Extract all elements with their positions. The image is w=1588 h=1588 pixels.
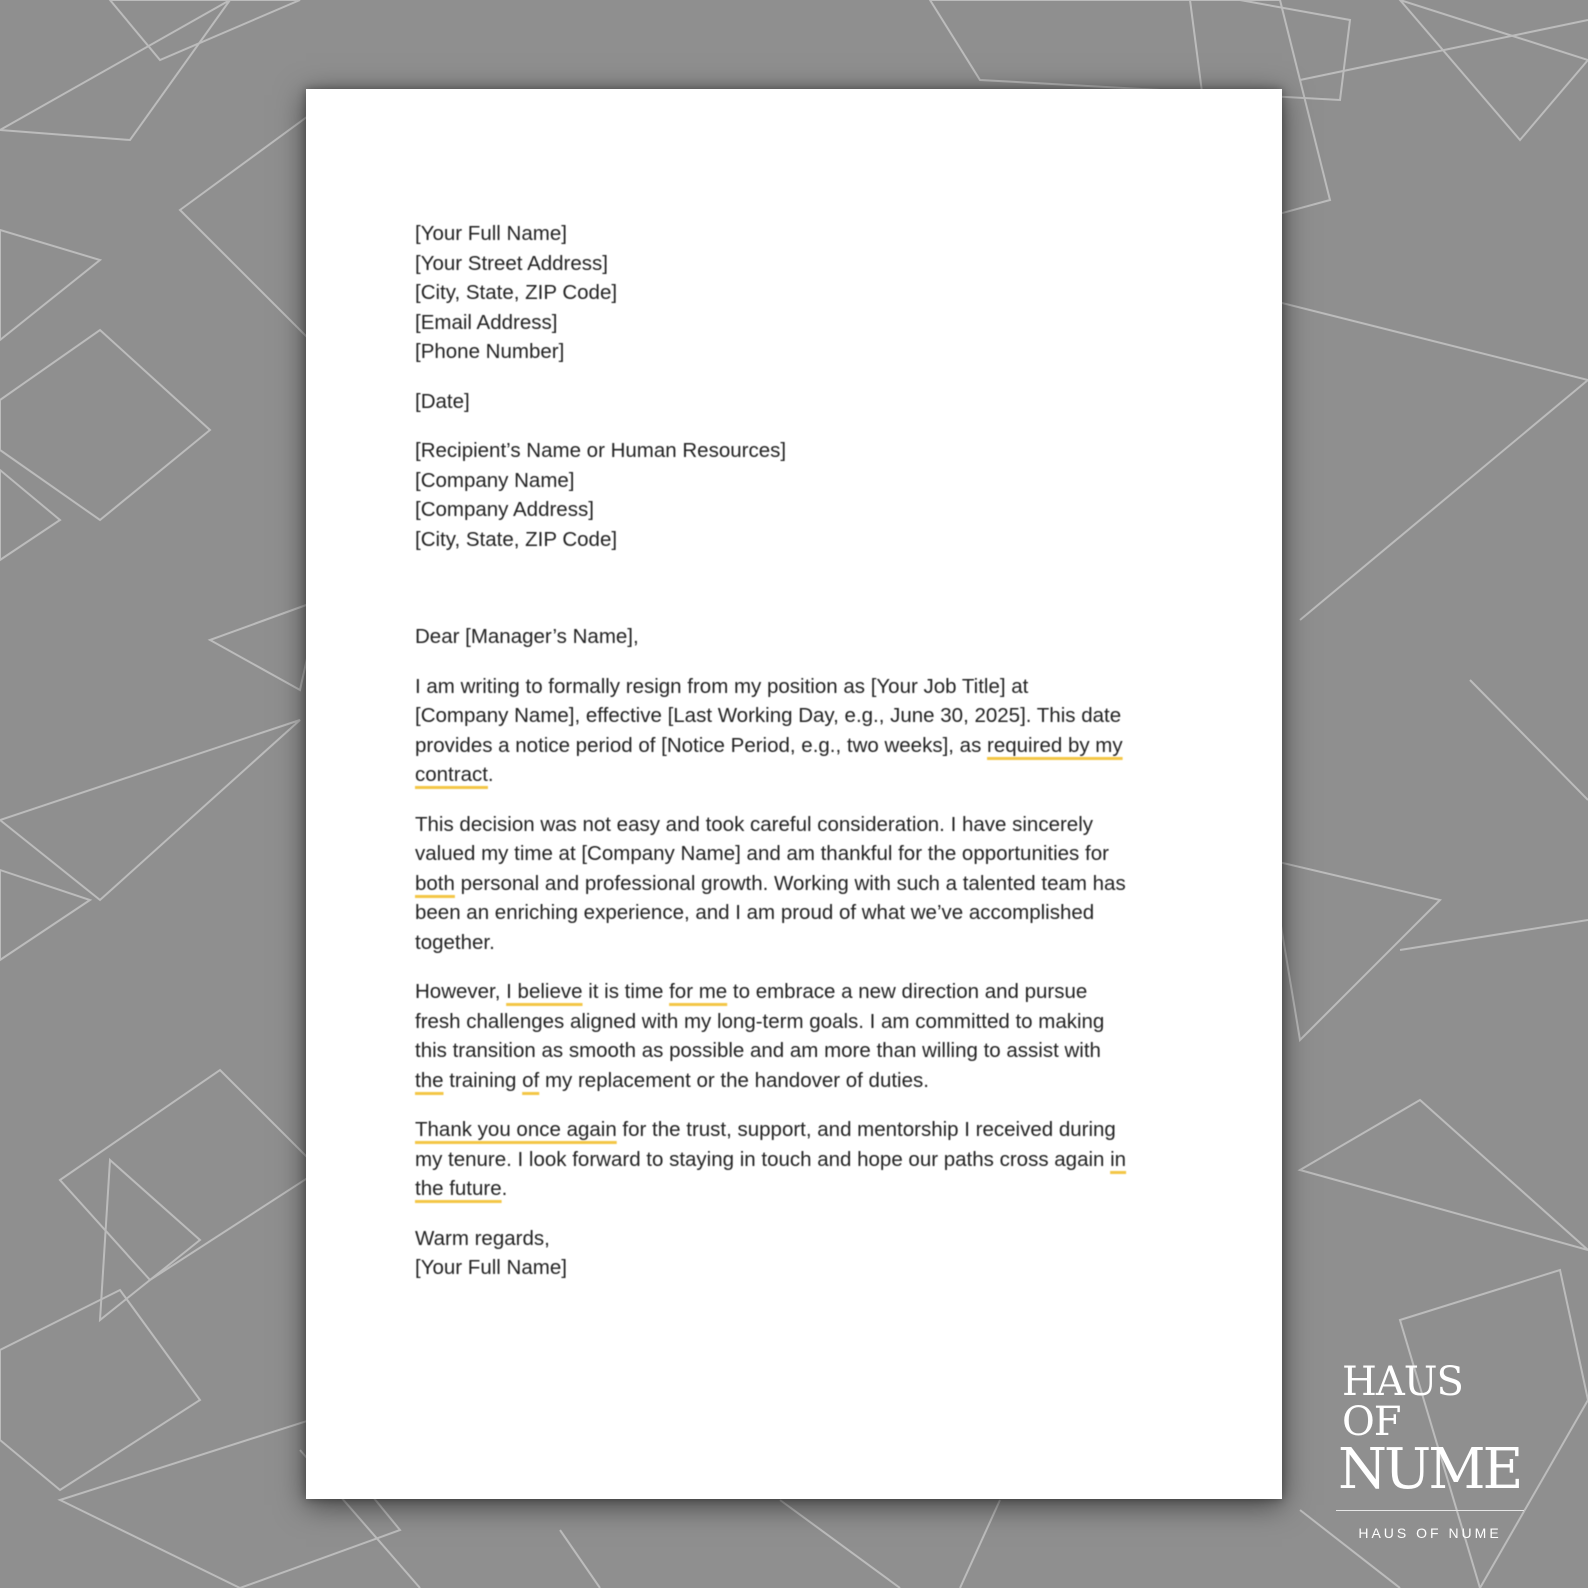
- text-run: .: [501, 1177, 508, 1200]
- paragraph-line: This decision was not easy and took careful consideration. I have sincerely: [415, 812, 1094, 836]
- brand-divider: [1336, 1510, 1524, 1511]
- paragraph-line: [415, 1145, 1205, 1175]
- paragraph-line: [415, 869, 1205, 899]
- paragraph-1: [415, 672, 1205, 790]
- sender-city: [City, State, ZIP Code]: [415, 281, 618, 304]
- signature-name: [Your Full Name]: [415, 1256, 567, 1279]
- text-run: personal and professional growth. Working with such a talented team has: [454, 871, 1126, 895]
- highlighted-phrase: the: [415, 1068, 444, 1092]
- highlighted-phrase: for me: [669, 980, 728, 1003]
- paragraph-line: together.: [415, 930, 495, 954]
- text-run: to embrace a new direction and pursue: [727, 980, 1088, 1003]
- sender-name: [Your Full Name]: [415, 222, 567, 245]
- recipient-address: [Company Address]: [415, 498, 594, 521]
- recipient-city: [City, State, ZIP Code]: [415, 527, 618, 551]
- highlighted-phrase: required by my: [987, 733, 1123, 757]
- highlighted-phrase: Thank you once again: [415, 1118, 617, 1141]
- recipient-company: [Company Name]: [415, 468, 575, 492]
- brand-logo: [1336, 1359, 1524, 1541]
- recipient-block: [415, 436, 1205, 554]
- text-run: However,: [415, 980, 507, 1003]
- sender-street: [Your Street Address]: [415, 251, 608, 275]
- sender-phone: [Phone Number]: [415, 340, 565, 363]
- sender-email: [Email Address]: [415, 310, 558, 334]
- paragraph-line: [415, 760, 1205, 790]
- paragraph-line: [415, 1174, 1205, 1204]
- paragraph-line: valued my time at [Company Name] and am thankful for the opportunities for: [415, 842, 1109, 865]
- paragraph-line: [Company Name], effective [Last Working Day, e.g., June 30, 2025]. This date: [415, 704, 1122, 727]
- highlighted-phrase: both: [415, 871, 455, 895]
- paragraph-line: [415, 977, 1205, 1007]
- highlighted-phrase: I believe: [506, 980, 583, 1003]
- paragraph-line: this transition as smooth as possible and am more than willing to assist with: [415, 1039, 1101, 1062]
- text-run: my replacement or the handover of duties.: [539, 1068, 929, 1092]
- paragraph-line: [415, 1115, 1205, 1145]
- closing-block: [415, 1224, 1205, 1283]
- text-run: my tenure. I look forward to staying in touch and hope our paths cross again: [415, 1147, 1111, 1171]
- letter-page: [306, 89, 1282, 1499]
- letter-date: [Date]: [415, 389, 470, 413]
- paragraph-3: [415, 977, 1205, 1095]
- paragraph-line: been an enriching experience, and I am proud of what we’ve accomplished: [415, 901, 1095, 924]
- highlighted-phrase: of: [522, 1068, 540, 1092]
- closing: Warm regards,: [415, 1226, 550, 1250]
- text-run: it is time: [582, 980, 670, 1003]
- text-run: for the trust, support, and mentorship I received during: [616, 1118, 1116, 1141]
- brand-tagline: HAUS OF NUME: [1358, 1525, 1502, 1541]
- paragraph-line: [415, 1066, 1205, 1096]
- text-run: .: [487, 763, 494, 786]
- brand-logo-line1: HAUS OF: [1342, 1359, 1463, 1445]
- salutation: Dear [Manager’s Name],: [415, 625, 639, 648]
- highlighted-phrase: the future: [415, 1177, 502, 1200]
- paragraph-4: [415, 1115, 1205, 1204]
- sender-block: [415, 219, 1205, 367]
- paragraph-line: fresh challenges aligned with my long-term goals. I am committed to making: [415, 1009, 1105, 1033]
- text-run: provides a notice period of [Notice Period, e.g., two weeks], as: [415, 733, 988, 757]
- paragraph-line: I am writing to formally resign from my position as [Your Job Title] at: [415, 674, 1029, 698]
- paragraph-2: [415, 810, 1205, 958]
- recipient-name: [Recipient’s Name or Human Resources]: [415, 439, 787, 462]
- paragraph-line: [415, 731, 1205, 761]
- highlighted-phrase: in: [1110, 1147, 1127, 1171]
- brand-logo-line2: NUME: [1338, 1437, 1521, 1502]
- text-run: training: [443, 1068, 523, 1092]
- letter-body: [415, 219, 1205, 1283]
- highlighted-phrase: contract: [415, 763, 488, 786]
